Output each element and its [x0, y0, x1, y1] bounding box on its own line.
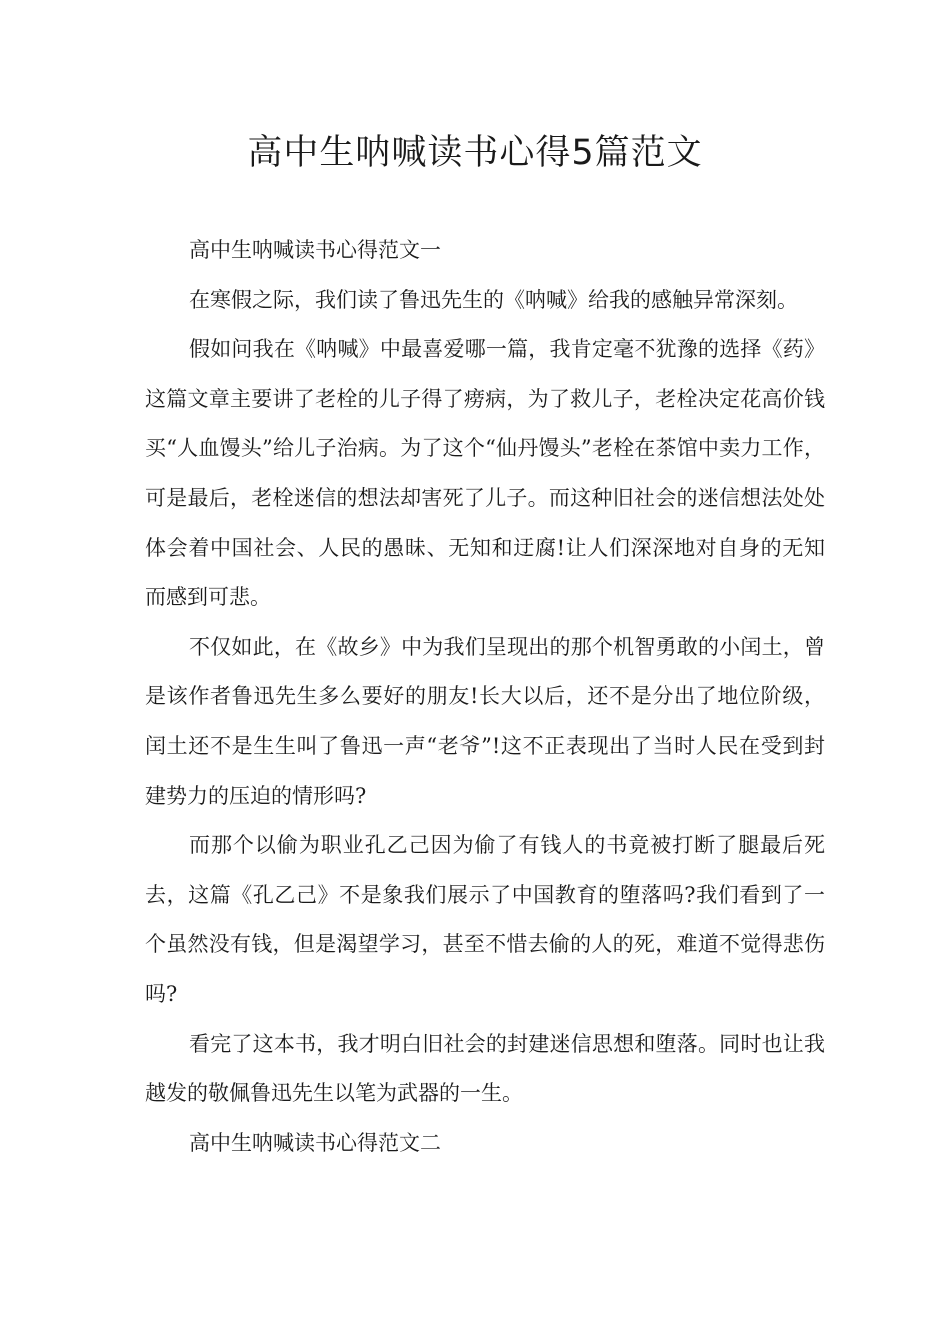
paragraph-4: 而那个以偷为职业孔乙己因为偷了有钱人的书竟被打断了腿最后死去，这篇《孔乙己》不是象我们展示了中国教育的堕落吗?我们看到了一个虽然没有钱，但是渴望学习，甚至不惜去偷的人的死，难道不觉得悲伤吗?: [145, 833, 825, 1006]
paragraph-1: 在寒假之际，我们读了鲁迅先生的《呐喊》给我的感触异常深刻。: [189, 287, 798, 312]
section-heading-1: 高中生呐喊读书心得范文一: [189, 238, 441, 262]
document-title: 高中生呐喊读书心得5篇范文: [247, 133, 703, 173]
document-body: [145, 226, 825, 1168]
paragraph-2: 假如问我在《呐喊》中最喜爱哪一篇，我肯定毫不犹豫的选择《药》这篇文章主要讲了老栓的儿子得了痨病，为了救儿子，老栓决定花高价钱买“人血馒头”给儿子治病。为了这个“仙丹馒头”老栓在茶馆中卖力工作，可是最后，老栓迷信的想法却害死了儿子。而这种旧社会的迷信想法处处体会着中国社会、人民的愚昧、无知和迂腐!让人们深深地对自身的无知而感到可悲。: [145, 337, 825, 610]
section-heading-2: 高中生呐喊读书心得范文二: [189, 1130, 441, 1155]
paragraph-5: 看完了这本书，我才明白旧社会的封建迷信思想和堕落。同时也让我越发的敬佩鲁迅先生以笔为武器的一生。: [145, 1031, 825, 1106]
paragraph-3: 不仅如此，在《故乡》中为我们呈现出的那个机智勇敢的小闰土，曾是该作者鲁迅先生多么要好的朋友!长大以后，还不是分出了地位阶级，闰土还不是生生叫了鲁迅一声“老爷”!这不正表现出了当时人民在受到封建势力的压迫的情形吗?: [145, 634, 825, 808]
